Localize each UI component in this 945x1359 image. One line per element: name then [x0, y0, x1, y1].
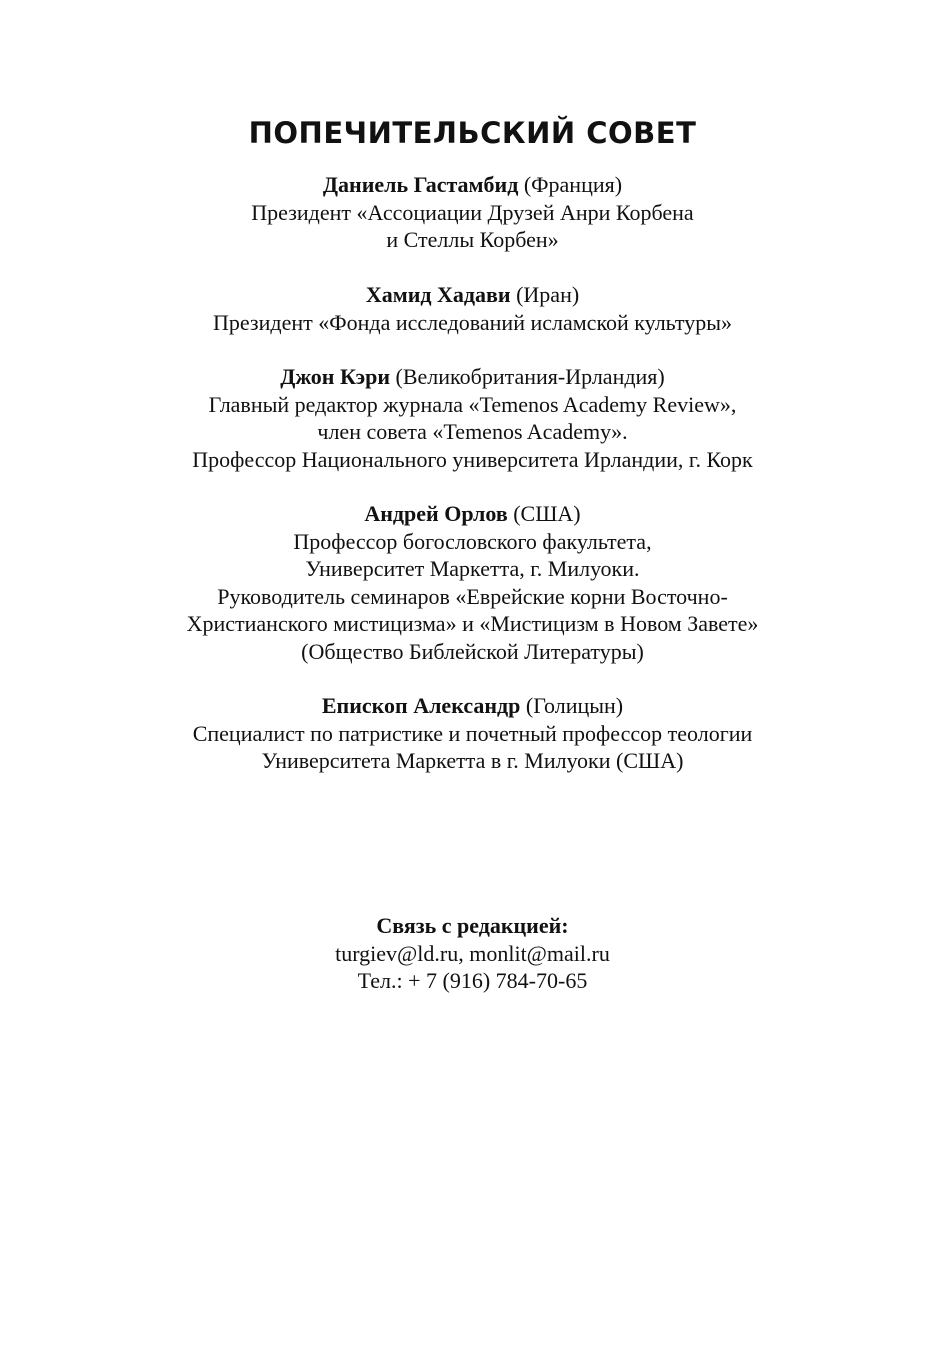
contact-block — [0, 912, 945, 995]
member-position-line: Профессор богословского факультета, — [293, 528, 652, 554]
member-position-line: Христианского мистицизма» и «Мистицизм в Новом Завете» — [186, 611, 759, 636]
member-name: Джон Кэри — [280, 364, 391, 389]
member-name: Даниель Гастамбид — [322, 172, 519, 197]
member-position-line: и Стеллы Корбен» — [386, 227, 559, 252]
member-position-line: Профессор Национального университета Ирландии, г. Корк — [192, 446, 753, 472]
member-header — [0, 363, 945, 391]
member-position-line: Главный редактор журнала «Temenos Academy Review», — [208, 391, 737, 417]
member-note: (Голицын) — [525, 693, 624, 718]
member-position-line: (Общество Библейской Литературы) — [301, 638, 644, 664]
member-header — [0, 281, 945, 309]
page-title: ПОПЕЧИТЕЛЬСКИЙ СОВЕТ — [248, 116, 697, 150]
member-name: Хамид Хадави — [365, 282, 511, 307]
member-header — [0, 171, 945, 199]
member-position-line: Специалист по патристике и почетный профессор теологии — [192, 720, 753, 746]
member-header — [0, 692, 945, 720]
member-position-line: Руководитель семинаров «Еврейские корни Восточно- — [217, 583, 728, 609]
member-position-line: Университет Маркетта, г. Милуоки. — [305, 556, 640, 581]
member-position-line: Президент «Ассоциации Друзей Анри Корбена — [251, 199, 694, 225]
member-position-line: Университета Маркетта в г. Милуоки (США) — [261, 748, 684, 773]
member-name: Андрей Орлов — [364, 501, 508, 526]
contact-phone: Тел.: + 7 (916) 784-70-65 — [357, 968, 588, 993]
member-note: (США) — [513, 501, 581, 526]
member-note: (Иран) — [516, 282, 580, 307]
member-position-line: член совета «Temenos Academy». — [317, 419, 628, 444]
board-member — [0, 500, 945, 665]
board-member — [0, 281, 945, 336]
contact-emails: turgiev@ld.ru, monlit@mail.ru — [335, 940, 610, 966]
member-header — [0, 500, 945, 528]
contact-heading: Связь с редакцией: — [376, 913, 569, 938]
member-note: (Франция) — [523, 172, 623, 197]
member-note: (Великобритания-Ирландия) — [395, 364, 665, 389]
board-member — [0, 692, 945, 775]
board-member — [0, 171, 945, 254]
member-position-line: Президент «Фонда исследований исламской культуры» — [213, 309, 732, 335]
board-member — [0, 363, 945, 473]
member-name: Епископ Александр — [321, 693, 521, 718]
